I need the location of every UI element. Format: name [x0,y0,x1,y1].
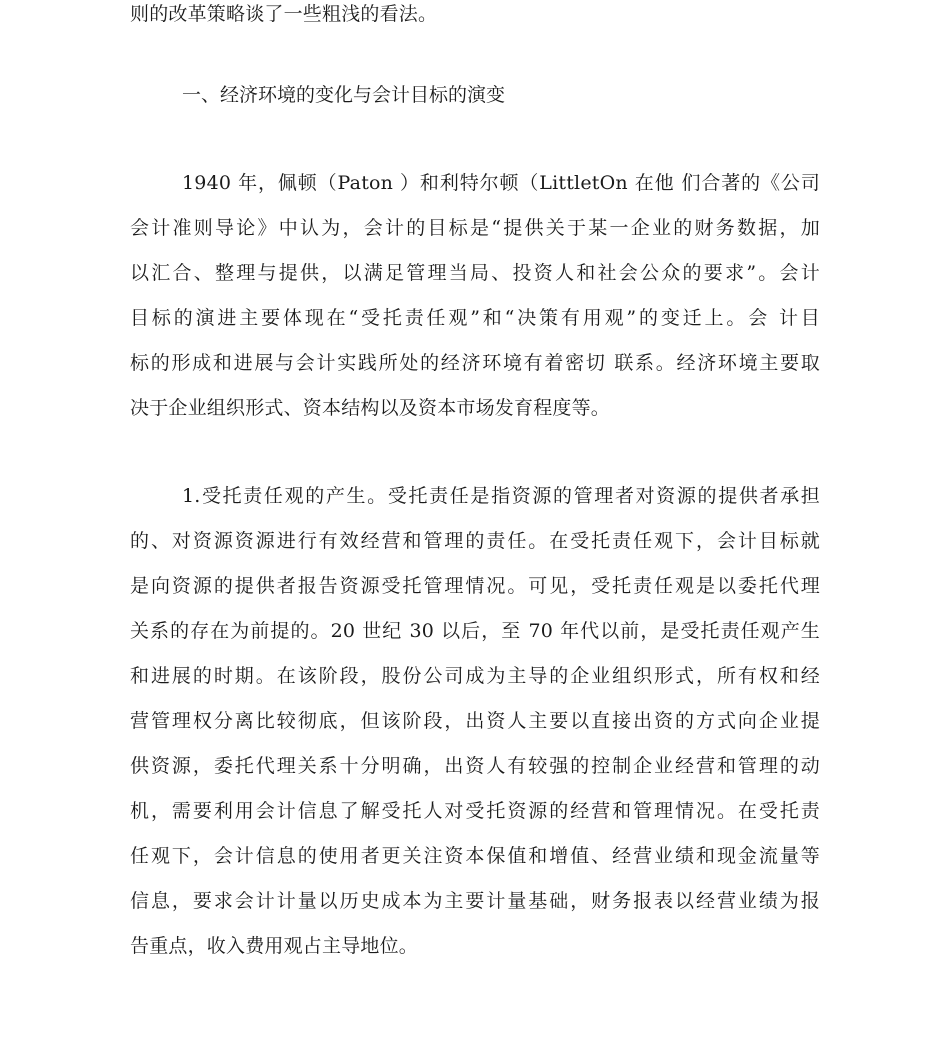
paragraph-2-line: 告重点，收入费用观占主导地位。 [130,935,419,957]
paragraph-2-line: 是向资源的提供者报告资源受托管理情况。可见，受托责任观是以委托代理 [130,575,820,597]
section-heading: 一、经济环境的变化与会计目标的演变 [182,84,506,106]
paragraph-2-line: 的、对资源资源进行有效经营和管理的责任。在受托责任观下，会计目标就 [130,530,820,552]
paragraph-2-line: 营管理权分离比较彻底，但该阶段，出资人主要以直接出资的方式向企业提 [130,710,820,732]
paragraph-1-line: 以汇合、整理与提供，以满足管理当局、投资人和社会公众的要求”。会计 [130,262,820,284]
paragraph-2-line: 任观下，会计信息的使用者更关注资本保值和增值、经营业绩和现金流量等 [130,845,820,867]
paragraph-1-line: 会计准则导论》中认为，会计的目标是“提供关于某一企业的财务数据，加 [130,217,820,239]
paragraph-1-line: 标的形成和进展与会计实践所处的经济环境有着密切 联系。经济环境主要取 [130,352,820,374]
paragraph-1-line: 决于企业组织形式、资本结构以及资本市场发育程度等。 [130,397,611,419]
paragraph-2-line: 机，需要利用会计信息了解受托人对受托资源的经营和管理情况。在受托责 [130,800,820,822]
paragraph-2 [130,474,820,969]
paragraph-2-line: 1.受托责任观的产生。受托责任是指资源的管理者对资源的提供者承担 [182,485,820,507]
paragraph-2-line: 供资源，委托代理关系十分明确，出资人有较强的控制企业经营和管理的动 [130,755,820,777]
paragraph-2-line: 关系的存在为前提的。20 世纪 30 以后，至 70 年代以前，是受托责任观产生 [130,620,820,642]
intro-tail-text: 则的改革策略谈了一些粗浅的看法。 [130,3,438,25]
paragraph-1-line: 1940 年，佩顿（Paton ）和利特尔顿（LittletOn 在他 们合著的《公司 [182,172,820,194]
paragraph-1 [130,161,820,431]
paragraph-2-line: 和进展的时期。在该阶段，股份公司成为主导的企业组织形式，所有权和经 [130,665,820,687]
paragraph-2-line: 信息，要求会计计量以历史成本为主要计量基础，财务报表以经营业绩为报 [130,890,820,912]
paragraph-1-line: 目标的演进主要体现在“受托责任观”和“决策有用观”的变迁上。会 计目 [130,307,820,329]
